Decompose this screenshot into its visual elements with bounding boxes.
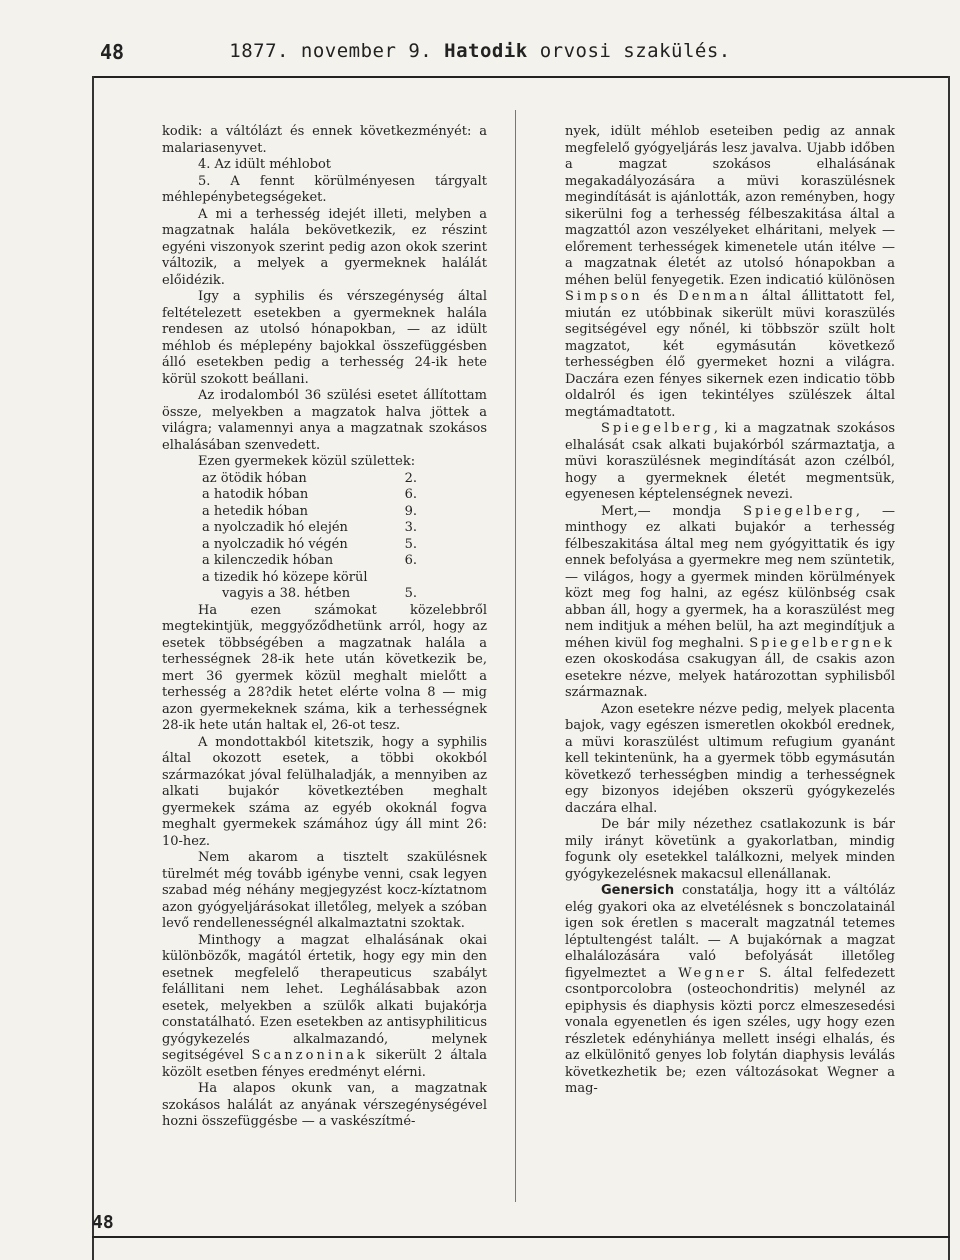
- left-paragraph-6: Az irodalomból 36 szülési esetet állítottam össze, melyekben a magzatok halva jöttek a világra; valamennyi anya a magzatnak szokásos elhalásában szenvedett.: [162, 388, 487, 453]
- author-name: Spiegelbergnek: [749, 635, 895, 651]
- left-frame-rule: [92, 76, 94, 1260]
- left-paragraph-3: 5. A fennt körülményesen tárgyalt méhlepénybetegségeket.: [162, 173, 487, 205]
- running-head-date: 1877. november 9.: [229, 40, 445, 62]
- right-paragraph-3: Mert,— mondja Spiegelberg, — minthogy ez alkati bujakór a terhesség félbeszakitása által meg nem gyógyittatik és igy ennek befolyása a gyermekre meg nem szüntetik, — világos, hogy a gyermek minden körülmények közt meg fog halni, az egész különbség csak abban áll, hogy a gyermek, ha a koraszülést meg nem inditjuk a méhen belül, ha azt megindítjuk a méhen kivül fog meghalni. Spiegelbergnek ezen okoskodása csakugyan áll, de csakis azon esetekre nézve, melyek határozottan syphilisből származnak.: [565, 503, 895, 700]
- running-head: [0, 40, 960, 62]
- author-name: Spiegelberg: [743, 503, 856, 519]
- list-item: a nyolczadik hó elején 3.: [202, 520, 417, 535]
- running-head-rest: orvosi szakülés.: [527, 40, 731, 62]
- list-item: a nyolczadik hó végén 5.: [202, 536, 417, 552]
- author-name: Genersich: [601, 883, 675, 898]
- left-paragraph-2: 4. Az idült méhlobot: [198, 157, 332, 172]
- author-name: Spiegelberg: [601, 421, 714, 436]
- author-name: Simpson: [565, 289, 643, 304]
- right-paragraph-6: Genersich constatálja, hogy itt a váltóláz elég gyakori oka az elvetélésnek s bonczolatainál igen sok éretlen s maceralt magzatnál tetemes léptultengést talált. — A bujakórnak a magzat elhalálozására való befolyását illetőleg figyelmeztet a Wegner S. által felfedezett csontporcolobra (osteochondritis) melynél az epiphysis és diaphysis közti porcz elmeszesedési vonala egyenetlen és igen széles, ugy hogy ezen részletek edényhiánya mellett inségi elhalás, és az elkülönitő genyes lob folytán diaphysis leválás következhetik be; ezen változásokat Wegner a mag-: [565, 883, 896, 1096]
- left-column: [162, 124, 487, 1131]
- left-paragraph-10: Nem akarom a tisztelt szakülésnek türelmét még tovább igénybe venni, csak legyen szabad még néhány megjegyzést kocz-kíztatnom azon gyógyeljárásokat illetőleg, melyek a szóban levő rendellenességnél alkalmaztatni szoktak.: [162, 850, 487, 931]
- right-paragraph-2: Spiegelberg, ki a magzatnak szokásos elhalását csak alkati bujakórból származtatja, a müvi koraszülésnek megindítását azon czélból, hogy a gyermeknek életét megmentsük, egyenesen képtelenségnek nevezi.: [565, 421, 895, 502]
- author-name: Denman: [678, 289, 752, 304]
- list-item: a hetedik hóban 9.: [202, 503, 417, 519]
- left-paragraph-7: Ezen gyermekek közül születtek:: [198, 454, 416, 469]
- author-name: Wegner: [678, 965, 747, 981]
- left-paragraph-5: Igy a syphilis és vérszegénység által feltételezett esetekben a gyermeknek halála rendesen az utolsó hónapokban, — az idült méhlob és méplepény bajokkal összefüggésben álló esetekben pedig a terhesség 24-ik hete körül szokott beállani.: [162, 289, 487, 387]
- right-paragraph-1: nyek, idült méhlob eseteiben pedig az annak megfelelő gyógyeljárás lesz javalva. Ujabb időben a magzat szokásos elhalásának megakadályozására a müvi koraszülésnek megindítását is ajánlották, azon reményben, hogy sikerülni fog a terhesség félbeszakitása által a magzattól azon veszélyeket elháritani, melyek — előrement terhességek kimenetele után itélve — a magzatnak életét az utolsó hónapokban a méhen belül fenyegetik. Ezen indicatió különösen Simpson és Denman által állittatott fel, miután ez utóbbinak sikerült müvi koraszülés segitségével egy nőnél, ki többször szült holt magzatot, két egymásután következő terhességben élő gyermeket hozni a világra. Daczára ezen fényes sikernek ezen indicatio több oldalról és igen tekintélyes szülészek által megtámadtatott.: [565, 124, 895, 420]
- top-rule: [92, 76, 950, 78]
- bottom-rule: [92, 1236, 950, 1238]
- left-paragraph-12: Ha alapos okunk van, a magzatnak szokásos halálát az anyának vérszegénységével hozni összefüggésbe — a vaskészítmé-: [162, 1081, 487, 1129]
- footer-mark: 48: [92, 1212, 114, 1233]
- list-item: a kilenczedik hóban 6.: [202, 553, 417, 568]
- right-column: [565, 124, 895, 1098]
- right-paragraph-4: Azon esetekre nézve pedig, melyek placenta bajok, vagy egészen ismeretlen okokból erednek, a müvi koraszülést ultimum refugium gyanánt kell tekintenünk, ha a gyermek több egymásután következő terhességben mindig a terhességnek egy bizonyos idejében okszerü gyógykezelés daczára elhal.: [565, 701, 895, 816]
- left-paragraph-1: kodik: a váltólázt és ennek következményét: a malariasenyvet.: [162, 124, 487, 156]
- running-head-bold: Hatodik: [444, 40, 528, 62]
- left-paragraph-9: A mondottakból kitetszik, hogy a syphilis által okozott esetek, a többi okokból származókat jóval felülhaladják, a mennyiben az alkati bujakór következtében meghalt gyermekek száma az egyéb okoknál fogva meghalt gyermekek számához úgy áll mint 26: 10-hez.: [162, 734, 487, 849]
- list-item: az ötödik hóban 2.: [202, 470, 417, 486]
- left-paragraph-4: A mi a terhesség idejét illeti, melyben a magzatnak halála bekövetkezik, ez részint egyéni viszonyok szerint pedig azon okok szerint változik, a melyek a gyermeknek halálát előidézik.: [162, 206, 487, 288]
- left-paragraph-11: Minthogy a magzat elhalásának okai különbözők, magától értetik, hogy egy min den esetnek megfelelő therapeuticus szabályt felállitani nem lehet. Leghálásabbak azon esetek, melyekben a szülők alkati bujakórja constatálható. Ezen esetekben az antisyphiliticus gyógykezelés alkalmazandó, melynek segitségével Scanzoninak sikerült 2 általa közölt esetben fényes eredményt elérni.: [162, 932, 488, 1080]
- list-item: a hatodik hóban 6.: [202, 487, 417, 502]
- birth-month-list: [162, 471, 487, 603]
- right-paragraph-5: De bár mily nézethez csatlakozunk is bár mily irányt követünk a gyakorlatban, mindig fogunk oly esetekkel találkozni, melyek minden gyógykezelésnek makacsul ellenállanak.: [565, 817, 895, 882]
- list-item: a tizedik hó közepe körül: [202, 569, 368, 585]
- list-item: vagyis a 38. hétben 5.: [222, 586, 417, 601]
- page-number: 48: [100, 40, 125, 64]
- right-frame-rule: [948, 76, 950, 1260]
- column-divider: [515, 110, 516, 1202]
- author-name: Scanzoninak: [251, 1048, 369, 1063]
- left-paragraph-8: Ha ezen számokat közelebbről megtekintjük, meggyőződhetünk arról, hogy az esetek többségében a magzatnak halála a terhességnek 28-ik hete után következik be, mert 36 gyermek közül meghalt mielőtt a terhesség a 28?dik hetet elérte volna 8 — mig azon gyermekeknek száma, kik a terhességnek 28-ik hete után haltak el, 26-ot tesz.: [162, 602, 487, 733]
